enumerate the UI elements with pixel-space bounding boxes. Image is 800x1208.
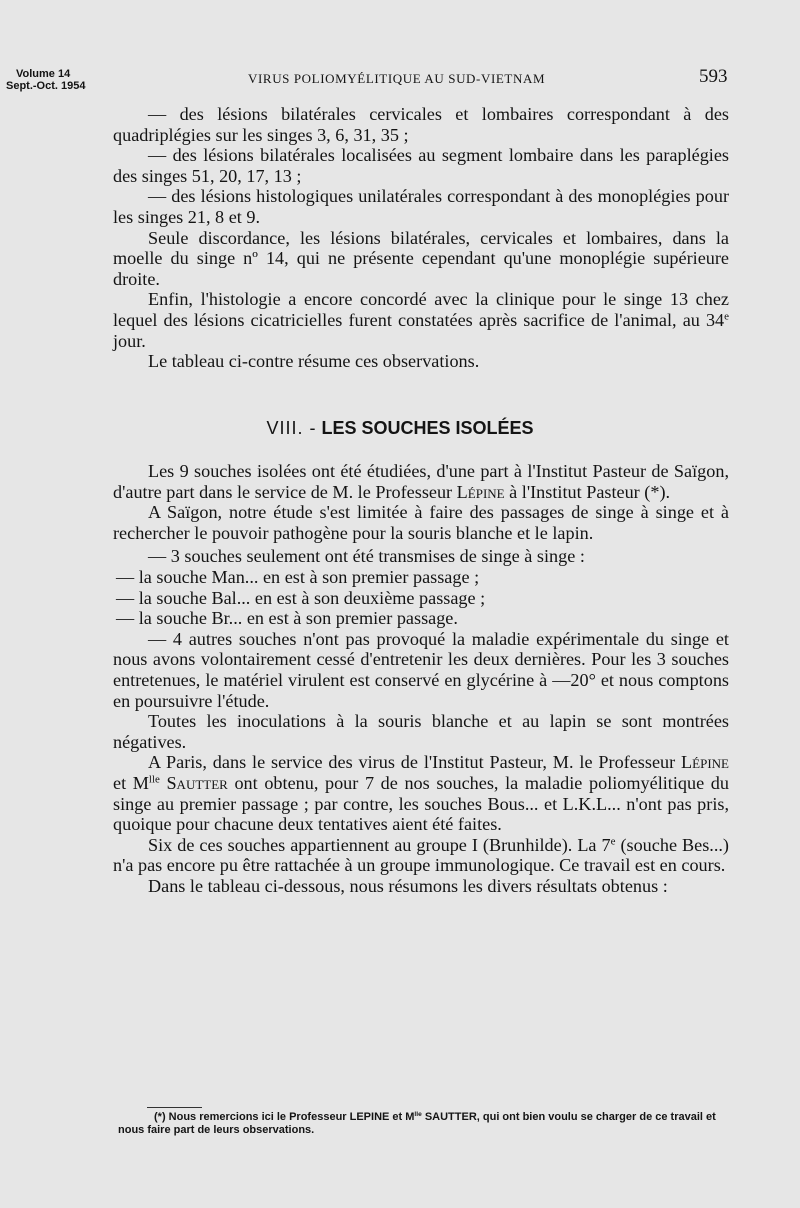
superscript: lle bbox=[148, 773, 160, 786]
paragraph bbox=[113, 461, 729, 502]
footnote-part: SAUTTER, qui ont bien voulu se charger de ce travail et nous faire part de leurs observations. bbox=[118, 1111, 716, 1136]
paragraph: Seule discordance, les lésions bilatérales, cervicales et lombaires, dans la moelle du singe nº 14, qui ne présente cependant qu'une monoplégie supérieure droite. bbox=[113, 227, 729, 289]
superscript: lle bbox=[414, 1111, 422, 1119]
section-number: VIII. - bbox=[266, 418, 317, 438]
paragraph-text: (souche Bes...) n'a pas encore pu être rattachée à un groupe immunologique. Ce travail est en cours. bbox=[113, 834, 729, 876]
paragraph: Toutes les inoculations à la souris blanche et au lapin se sont montrées négatives. bbox=[113, 711, 729, 752]
paragraph bbox=[113, 835, 729, 876]
paragraph: Dans le tableau ci-dessous, nous résumons les divers résultats obtenus : bbox=[148, 875, 668, 896]
paragraph-text: Six de ces souches appartiennent au groupe I (Brunhilde). La 7 bbox=[148, 834, 611, 855]
page-number: 593 bbox=[699, 66, 728, 87]
superscript: e bbox=[610, 835, 616, 848]
list-item: — la souche Man... en est à son premier passage ; bbox=[116, 566, 480, 587]
volume-info bbox=[6, 68, 85, 92]
paragraph bbox=[113, 752, 729, 834]
paragraph-text: à l'Institut Pasteur (*). bbox=[504, 481, 671, 502]
footnote-part: (*) Nous remercions ici le Professeur LEPINE et M bbox=[154, 1111, 415, 1123]
paragraph: — des lésions histologiques unilatérales correspondant à des monoplégies pour les singes 21, 8 et 9. bbox=[113, 186, 729, 227]
paragraph: — 4 autres souches n'ont pas provoqué la maladie expérimentale du singe et nous avons volontairement cessé d'entretenir les deux dernières. Pour les 3 souches entretenues, le matériel virulent est conservé en glycérine à —20° et nous comptons en poursuivre l'étude. bbox=[113, 628, 729, 711]
running-title: VIRUS POLIOMYÉLITIQUE AU SUD-VIETNAM bbox=[248, 71, 546, 86]
footnote-text bbox=[118, 1111, 734, 1137]
paragraph-text: ont obtenu, pour 7 de nos souches, la maladie poliomyélitique du singe au premier passage ; par contre, les souches Bous... et L.K.L... n'ont pas pris, quoique pour chacune deux tentatives aient été faites. bbox=[113, 772, 729, 835]
list-item: — la souche Bal... en est à son deuxième passage ; bbox=[116, 587, 486, 608]
superscript: e bbox=[724, 310, 729, 323]
paragraph: — des lésions bilatérales cervicales et lombaires correspondant à des quadriplégies sur les singes 3, 6, 31, 35 ; bbox=[113, 104, 729, 145]
paragraph: A Saïgon, notre étude s'est limitée à faire des passages de singe à singe et à rechercher le pouvoir pathogène pour la souris blanche et le lapin. bbox=[113, 502, 729, 543]
list-item: — la souche Br... en est à son premier passage. bbox=[116, 608, 458, 629]
paragraph: — 3 souches seulement ont été transmises de singe à singe : bbox=[148, 546, 585, 567]
author-name: Lépine bbox=[456, 481, 505, 502]
paragraph-text: jour. bbox=[113, 330, 146, 351]
body-text-top bbox=[113, 104, 729, 372]
paragraph-text: Les 9 souches isolées ont été étudiées, d'une part à l'Institut Pasteur de Saïgon, d'autre part dans le service de M. le Professeur bbox=[113, 461, 729, 502]
paragraph: — des lésions bilatérales localisées au segment lombaire dans les paraplégies des singes 51, 20, 17, 13 ; bbox=[113, 145, 729, 186]
body-text-section bbox=[113, 461, 729, 896]
issue-date: Sept.-Oct. 1954 bbox=[6, 80, 86, 92]
author-name: Lépine bbox=[681, 752, 729, 773]
paragraph-text: A Paris, dans le service des virus de l'Institut Pasteur, M. le Professeur bbox=[148, 752, 682, 773]
volume-number: Volume 14 bbox=[16, 68, 71, 80]
paragraph bbox=[113, 289, 729, 351]
paragraph-text: et M bbox=[113, 772, 149, 793]
section-heading bbox=[0, 418, 800, 439]
footnote-rule bbox=[147, 1107, 202, 1108]
paragraph: Le tableau ci-contre résume ces observations. bbox=[148, 351, 480, 372]
section-title: LES SOUCHES ISOLÉES bbox=[321, 418, 534, 438]
paragraph-text: Enfin, l'histologie a encore concordé avec la clinique pour le singe 13 chez lequel des lésions cicatricielles furent constatées après sacrifice de l'animal, au 34 bbox=[113, 289, 729, 330]
footnote bbox=[118, 1111, 734, 1137]
author-name: Sautter bbox=[159, 772, 228, 793]
